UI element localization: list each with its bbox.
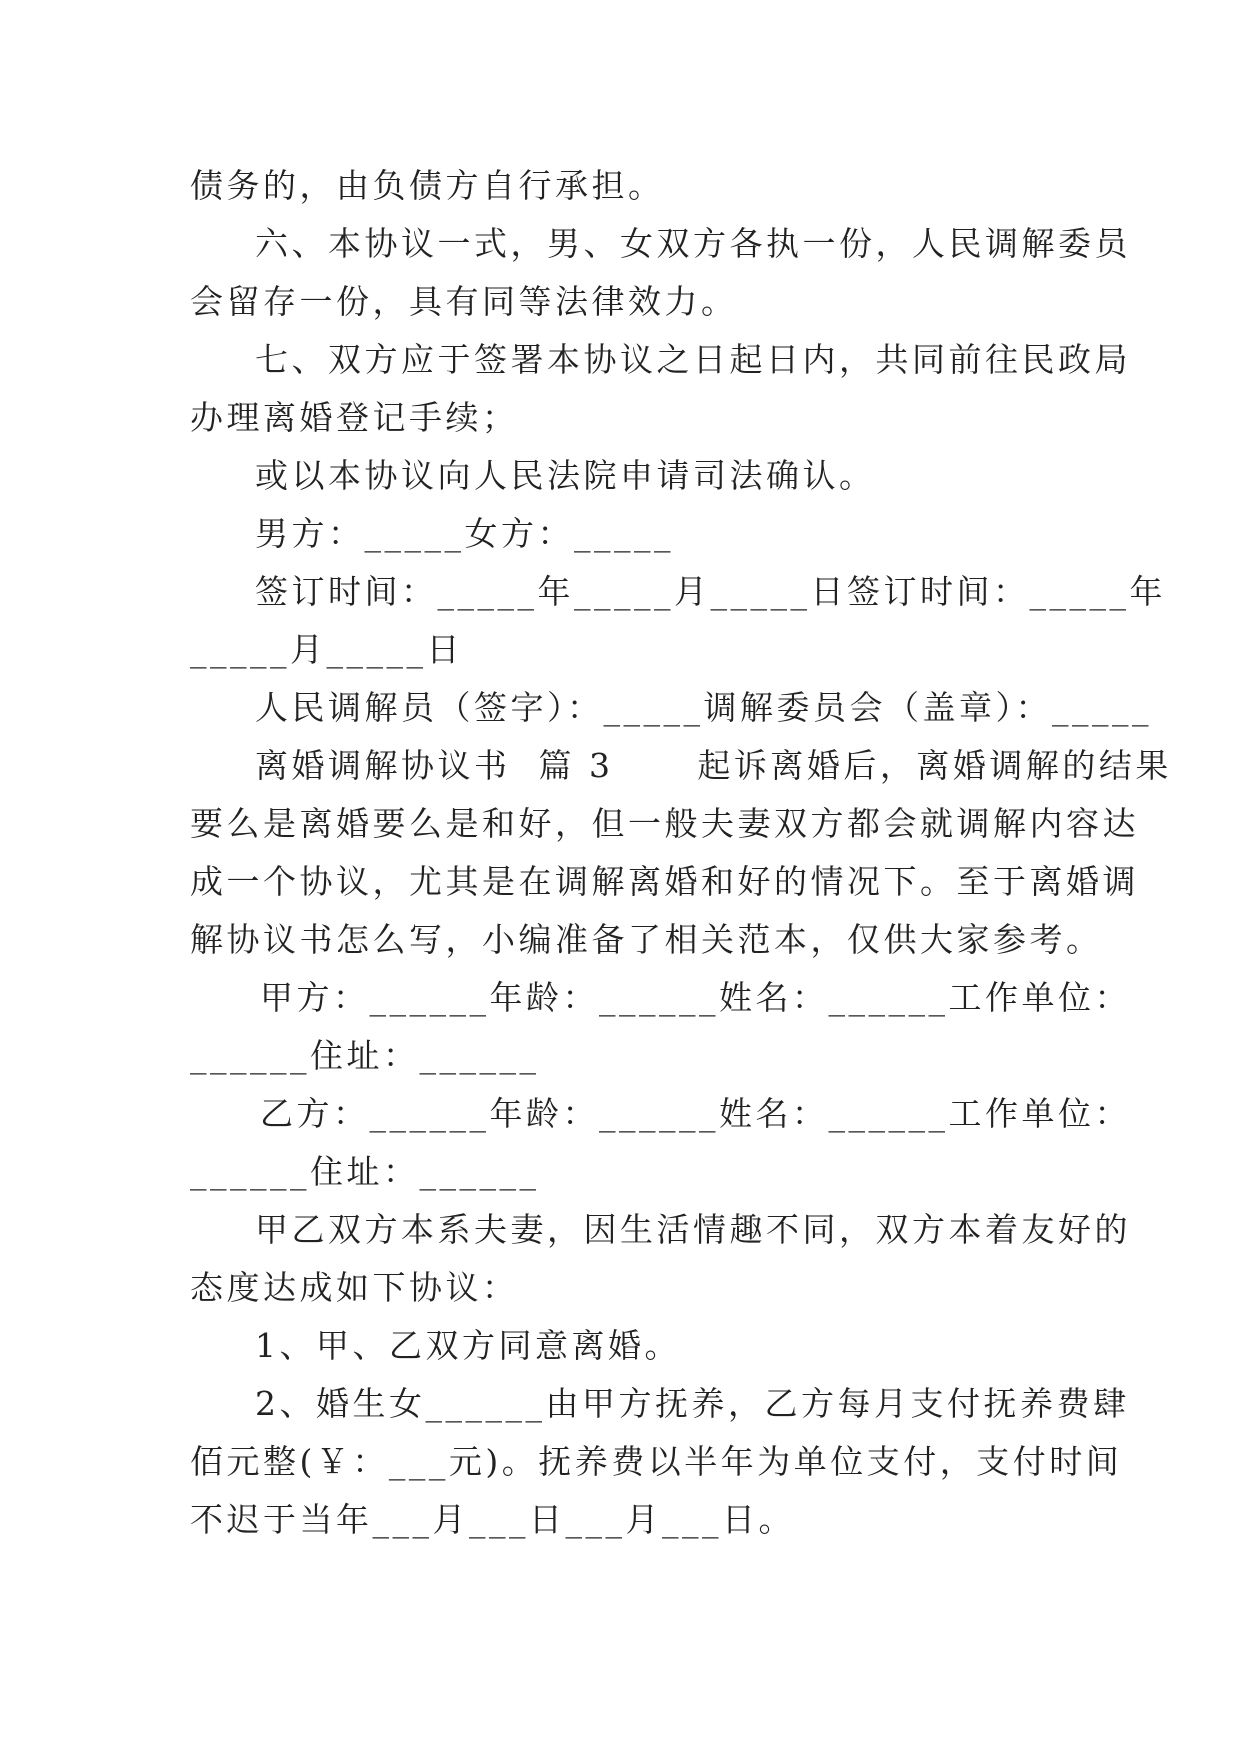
text-line: 1、甲、乙双方同意离婚。 — [255, 1326, 681, 1365]
text-line: 2、婚生女______由甲方抚养，乙方每月支付抚养费肆 — [255, 1384, 1130, 1423]
text-line: 佰元整(￥：___元)。抚养费以半年为单位支付，支付时间 — [190, 1442, 1123, 1481]
text-line: 办理离婚登记手续； — [190, 398, 519, 437]
text-line: 六、本协议一式，男、女双方各执一份，人民调解委员 — [255, 224, 1131, 263]
text-line: 甲乙双方本系夫妻，因生活情趣不同，双方本着友好的 — [255, 1210, 1131, 1249]
text-line: 会留存一份，具有同等法律效力。 — [190, 282, 738, 321]
text-line: 债务的，由负债方自行承担。 — [190, 166, 665, 205]
text-line: 解协议书怎么写，小编准备了相关范本，仅供大家参考。 — [190, 920, 1103, 959]
text-line: 乙方：______年龄：______姓名：______工作单位： — [260, 1094, 1131, 1133]
text-line: 离婚调解协议书 篇 3 起诉离婚后，离婚调解的结果 — [255, 746, 1172, 785]
text-line: 签订时间：_____年_____月_____日签订时间：_____年 — [255, 572, 1166, 611]
text-line: 要么是离婚要么是和好，但一般夫妻双方都会就调解内容达 — [190, 804, 1139, 843]
text-line: 七、双方应于签署本协议之日起日内，共同前往民政局 — [255, 340, 1131, 379]
text-line: _____月_____日 — [190, 630, 463, 669]
text-line: 男方：_____女方：_____ — [255, 514, 674, 553]
text-line: 人民调解员（签字）：_____调解委员会（盖章）：_____ — [255, 688, 1152, 727]
text-line: 甲方：______年龄：______姓名：______工作单位： — [260, 978, 1131, 1017]
text-line: ______住址：______ — [190, 1036, 540, 1075]
text-line: ______住址：______ — [190, 1152, 540, 1191]
text-line: 或以本协议向人民法院申请司法确认。 — [255, 456, 876, 495]
text-line: 不迟于当年___月___日___月___日。 — [190, 1500, 795, 1539]
text-line: 态度达成如下协议： — [190, 1268, 519, 1307]
text-line: 成一个协议，尤其是在调解离婚和好的情况下。至于离婚调 — [190, 862, 1139, 901]
